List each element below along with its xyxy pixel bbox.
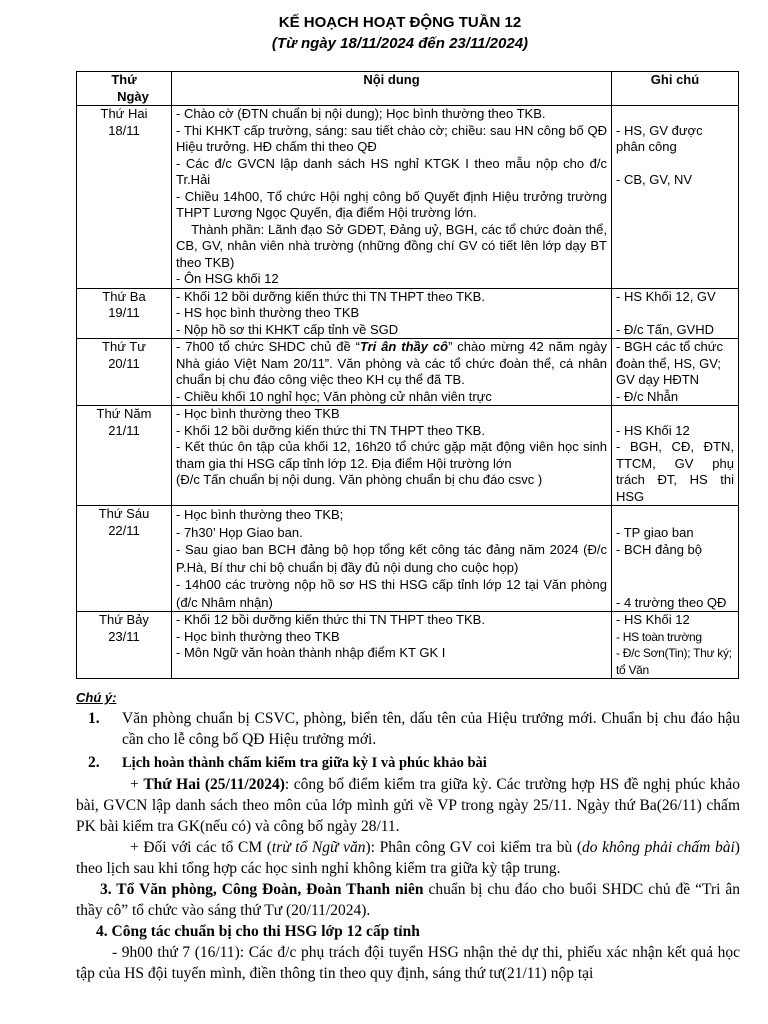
note-line: - CB, GV, NV bbox=[616, 172, 693, 187]
content-text: - 7h00 tổ chức SHDC chủ đề “ bbox=[176, 339, 360, 354]
content-cell bbox=[172, 288, 612, 339]
note-line: - Đ/c Tấn, GVHD bbox=[616, 321, 715, 337]
content-line: - Học bình thường theo TKB; bbox=[176, 507, 344, 522]
note-line: - HS Khối 12, GV bbox=[616, 288, 716, 304]
item-text: : công bố điểm kiểm tra giữa kỳ. Các trường hợp HS đề nghị phúc khảo bài, GVCN lập danh sách theo môn của lớp mình gửi về VP trong ngày 25/11. Ngày thứ Ba(26/11) chấm PK bài kiểm tra GK(nếu có) và công bố ngày 28/11. bbox=[76, 776, 740, 835]
day-cell bbox=[77, 288, 172, 339]
content-line: - Ôn HSG khối 12 bbox=[176, 271, 279, 286]
content-line: Thành phần: Lãnh đạo Sở GDĐT, Đảng uỷ, BGH, các tổ chức đoàn thể, CB, GV, nhân viên nhà trường (những đồng chí GV có tiết lên lớp dạy BT theo TKB) bbox=[176, 221, 611, 270]
note-line: - Đ/c Sơn(Tin); Thư ký; tổ Văn bbox=[616, 646, 732, 677]
day-name: Thứ Bảy bbox=[99, 612, 149, 627]
day-date: 22/11 bbox=[108, 522, 140, 538]
day-name: Thứ Ba bbox=[102, 288, 146, 304]
day-name: Thứ Hai bbox=[100, 106, 148, 121]
content-cell bbox=[172, 506, 612, 612]
content-line: - Kết thúc ôn tập của khối 12, 16h20 tổ chức gặp mặt động viên học sinh tham gia thi HSG cấp tỉnh lớp 12. Địa điểm Hội trường lớn bbox=[176, 439, 607, 471]
note-item-2-paragraph-1 bbox=[76, 774, 740, 837]
item-title: 3. Tổ Văn phòng, Công Đoàn, Đoàn Thanh niên bbox=[100, 881, 424, 898]
item-number: 2. bbox=[88, 754, 100, 771]
note-cell bbox=[612, 106, 739, 289]
table-row bbox=[77, 506, 739, 612]
day-date: 18/11 bbox=[108, 122, 140, 138]
content-line: - Chiều khối 10 nghỉ học; Văn phòng cử nhân viên trực bbox=[176, 388, 492, 404]
content-line bbox=[176, 339, 607, 389]
note-line: - BGH, CĐ, ĐTN, TTCM, GV phụ trách ĐT, HS thi HSG bbox=[616, 439, 734, 504]
item-date: Thứ Hai (25/11/2024) bbox=[143, 776, 285, 793]
note-line: - HS Khối 12 bbox=[616, 422, 690, 438]
document-title: KẾ HOẠCH HOẠT ĐỘNG TUẦN 12 bbox=[278, 14, 522, 31]
note-cell bbox=[612, 339, 739, 406]
table-row bbox=[77, 106, 739, 289]
note-item-1 bbox=[76, 708, 740, 750]
day-cell bbox=[77, 339, 172, 406]
day-cell bbox=[77, 406, 172, 506]
note-line: - BCH đảng bộ bbox=[616, 542, 702, 557]
day-date: 20/11 bbox=[108, 355, 140, 371]
item-title: Lịch hoàn thành chấm kiểm tra giữa kỳ I và phúc khảo bài bbox=[122, 755, 487, 771]
header-note: Ghi chú bbox=[612, 72, 739, 106]
note-item-3 bbox=[76, 879, 740, 921]
content-line: - Chào cờ (ĐTN chuẩn bị nội dung); Học bình thường theo TKB. bbox=[176, 106, 546, 121]
item-text: + Đối với các tổ CM ( bbox=[130, 839, 272, 856]
day-name: Thứ Sáu bbox=[98, 506, 150, 521]
content-line: - HS học bình thường theo TKB bbox=[176, 305, 360, 320]
note-line: - HS toàn trường bbox=[616, 629, 702, 644]
item-text: ): Phân công GV coi kiểm tra bù ( bbox=[365, 839, 583, 856]
table-row bbox=[77, 288, 739, 339]
content-line: - Học bình thường theo TKB bbox=[176, 628, 340, 644]
day-cell bbox=[77, 506, 172, 612]
table-row bbox=[77, 612, 739, 679]
notes-section bbox=[76, 690, 740, 984]
item-number: 1. bbox=[88, 710, 100, 727]
day-date: 19/11 bbox=[108, 305, 140, 320]
note-line: - BGH các tổ chức đoàn thể, HS, GV; GV dạy HĐTN bbox=[616, 339, 723, 387]
header-day bbox=[77, 72, 172, 106]
content-line: - Thi KHKT cấp trường, sáng: sau tiết chào cờ; chiều: sau HN công bố QĐ Hiệu trưởng. HĐ chấm thi theo QĐ bbox=[176, 122, 607, 154]
content-line: - Khối 12 bồi dưỡng kiến thức thi TN THPT theo TKB. bbox=[176, 422, 485, 438]
day-date: 21/11 bbox=[108, 422, 140, 438]
content-cell bbox=[172, 339, 612, 406]
content-cell bbox=[172, 106, 612, 289]
note-cell bbox=[612, 406, 739, 506]
note-cell bbox=[612, 612, 739, 679]
item-text: + bbox=[130, 776, 144, 793]
document-subtitle: (Từ ngày 18/11/2024 đến 23/11/2024) bbox=[271, 35, 529, 52]
day-cell bbox=[77, 612, 172, 679]
item-text: trừ tổ Ngữ văn bbox=[271, 839, 366, 856]
item-text: Văn phòng chuẩn bị CSVC, phòng, biển tên, dấu tên của Hiệu trưởng mới. Chuẩn bị chu đáo hậu cần cho lễ công bố QĐ Hiệu trưởng mới. bbox=[122, 710, 740, 748]
notes-heading: Chú ý: bbox=[76, 690, 117, 705]
content-line: - Chiều 14h00, Tổ chức Hội nghị công bố Quyết định Hiệu trưởng trường THPT Lương Ngọc Quyến, địa điểm Hội trường lớn. bbox=[176, 188, 607, 220]
content-line: - Nộp hồ sơ thi KHKT cấp tỉnh về SGD bbox=[176, 321, 399, 337]
content-line: (Đ/c Tấn chuẩn bị nội dung. Văn phòng chuẩn bị chu đáo csvc ) bbox=[176, 472, 543, 487]
day-name: Thứ Năm bbox=[96, 406, 152, 421]
content-line: - Các đ/c GVCN lập danh sách HS nghỉ KTGK I theo mẫu nộp cho đ/c Tr.Hải bbox=[176, 155, 607, 187]
content-line: - Khối 12 bồi dưỡng kiến thức thi TN THPT theo TKB. bbox=[176, 288, 485, 304]
note-cell bbox=[612, 506, 739, 612]
table-row bbox=[77, 339, 739, 406]
content-line: - Học bình thường theo TKB bbox=[176, 406, 340, 421]
note-item-4-text: - 9h00 thứ 7 (16/11): Các đ/c phụ trách đội tuyển HSG nhận thẻ dự thi, phiếu xác nhận kết quả học tập của HS đội tuyển mình, điền thông tin theo quy định, sáng thứ tư(21/11) nộp tại bbox=[76, 944, 740, 982]
note-cell bbox=[612, 288, 739, 339]
table-row bbox=[77, 406, 739, 506]
item-text: do không phải chấm bài bbox=[582, 839, 735, 856]
content-text: ” chào mừng 42 năm ngày Nhà giáo Việt Nam 20/11”. Văn phòng và các tổ chức đoàn thể, cá nhân chuẩn bị chu đáo công việc theo KH cụ thể đã TB. bbox=[176, 339, 608, 387]
weekly-plan-table bbox=[76, 71, 739, 679]
content-cell bbox=[172, 612, 612, 679]
content-line: - 14h00 các trường nộp hồ sơ HS thi HSG cấp tỉnh lớp 12 tại Văn phòng (đ/c Nhâm nhận) bbox=[176, 577, 607, 610]
theme-name: Tri ân thầy cô bbox=[359, 339, 449, 354]
table-header-row bbox=[77, 72, 739, 106]
note-line: - HS Khối 12 bbox=[616, 612, 690, 627]
day-name: Thứ Tư bbox=[102, 339, 146, 354]
item-text: chuẩn bị chu đáo cho buổi SHDC chủ đề “Tri ân thầy cô” tổ chức vào sáng thứ Tư (20/11/2024). bbox=[76, 881, 740, 919]
item-text: ) theo lịch sau khi tổng hợp các học sinh nghỉ không kiểm tra giữa kỳ tập trung. bbox=[76, 839, 740, 877]
note-line: - Đ/c Nhẫn bbox=[616, 388, 679, 404]
header-day-top: Thứ bbox=[111, 72, 137, 87]
content-line: - Môn Ngữ văn hoàn thành nhập điểm KT GK I bbox=[176, 645, 446, 660]
note-line: - 4 trường theo QĐ bbox=[616, 594, 727, 610]
note-item-2-title bbox=[76, 752, 740, 774]
content-line: - Sau giao ban BCH đảng bộ họp tổng kết công tác đảng năm 2024 (Đ/c P.Hà, Bí thư chi bộ chuẩn bị đầy đủ nội dung cho cuộc họp) bbox=[176, 542, 607, 575]
content-cell bbox=[172, 406, 612, 506]
header-day-bottom: Ngày bbox=[117, 88, 149, 104]
note-item-2-paragraph-2 bbox=[76, 837, 740, 879]
note-line: - TP giao ban bbox=[616, 524, 694, 540]
content-line: - Khối 12 bồi dưỡng kiến thức thi TN THPT theo TKB. bbox=[176, 612, 485, 627]
day-cell bbox=[77, 106, 172, 289]
note-item-4-title: 4. Công tác chuẩn bị cho thi HSG lớp 12 cấp tỉnh bbox=[96, 923, 420, 940]
note-line: - HS, GV được phân công bbox=[616, 122, 703, 154]
header-content: Nội dung bbox=[172, 72, 612, 106]
content-line: - 7h30’ Họp Giao ban. bbox=[176, 524, 303, 540]
day-date: 23/11 bbox=[108, 628, 140, 644]
